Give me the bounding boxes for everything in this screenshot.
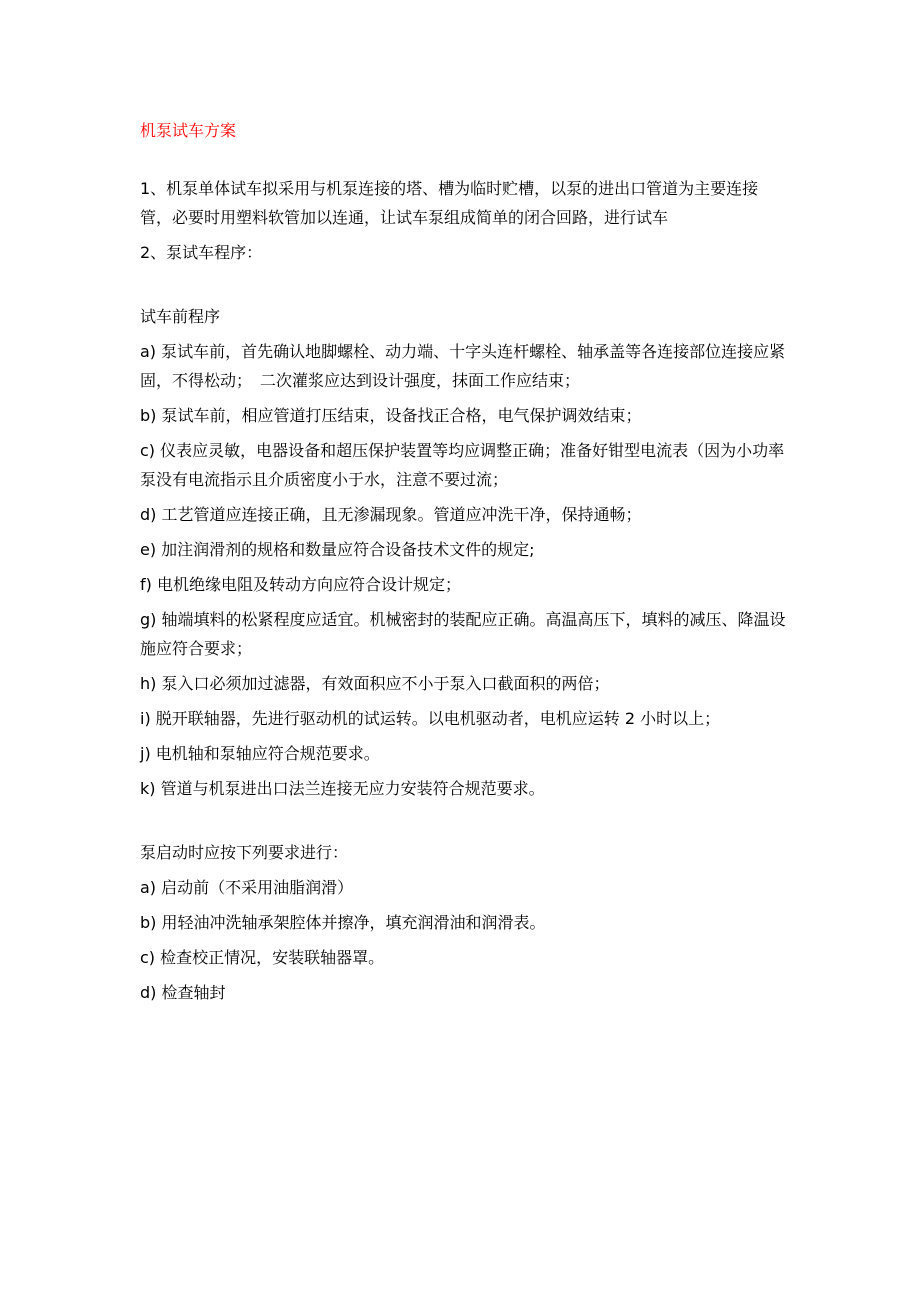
pretest-item-j: j) 电机轴和泵轴应符合规范要求。	[140, 744, 380, 763]
startup-item-c: c) 检查校正情况，安装联轴器罩。	[140, 948, 385, 967]
section-heading-pretest: 试车前程序	[140, 307, 221, 326]
pretest-item-b: b) 泵试车前，相应管道打压结束，设备找正合格，电气保护调效结束；	[140, 406, 642, 425]
pretest-item-a: a) 泵试车前，首先确认地脚螺栓、动力端、十字头连杆螺栓、轴承盖等各连接部位连接应紧固，不得松动； 二次灌浆应达到设计强度，抹面工作应结束；	[140, 342, 786, 390]
pretest-item-f: f) 电机绝缘电阻及转动方向应符合设计规定；	[140, 575, 461, 594]
pretest-item-c: c) 仪表应灵敏，电器设备和超压保护装置等均应调整正确；准备好钳型电流表（因为小功率泵没有电流指示且介质密度小于水，注意不要过流；	[140, 441, 785, 489]
pretest-item-g: g) 轴端填料的松紧程度应适宜。机械密封的装配应正确。高温高压下，填料的减压、降温设施应符合要求；	[140, 610, 786, 658]
startup-item-a: a) 启动前（不采用油脂润滑）	[140, 878, 354, 897]
document-body	[140, 116, 790, 1007]
startup-item-b: b) 用轻油冲洗轴承架腔体并擦净，填充润滑油和润滑表。	[140, 913, 546, 932]
pretest-item-d: d) 工艺管道应连接正确，且无渗漏现象。管道应冲洗干净，保持通畅；	[140, 505, 642, 524]
pretest-item-i: i) 脱开联轴器，先进行驱动机的试运转。以电机驱动者，电机应运转 2 小时以上；	[140, 709, 721, 728]
startup-item-d: d) 检查轴封	[140, 983, 226, 1002]
intro-paragraph-2: 2、泵试车程序：	[140, 243, 263, 262]
pretest-item-h: h) 泵入口必须加过滤器，有效面积应不小于泵入口截面积的两倍；	[140, 674, 610, 693]
intro-paragraph-1: 1、机泵单体试车拟采用与机泵连接的塔、槽为临时贮槽，以泵的进出口管道为主要连接管，必要时用塑料软管加以连通，让试车泵组成简单的闭合回路，进行试车	[140, 179, 759, 227]
spacer	[140, 273, 790, 302]
section-heading-startup: 泵启动时应按下列要求进行：	[140, 843, 349, 862]
spacer	[140, 809, 790, 838]
pretest-item-e: e) 加注润滑剂的规格和数量应符合设备技术文件的规定;	[140, 540, 535, 559]
pretest-item-k: k) 管道与机泵进出口法兰连接无应力安装符合规范要求。	[140, 779, 545, 798]
document-title: 机泵试车方案	[140, 121, 237, 140]
